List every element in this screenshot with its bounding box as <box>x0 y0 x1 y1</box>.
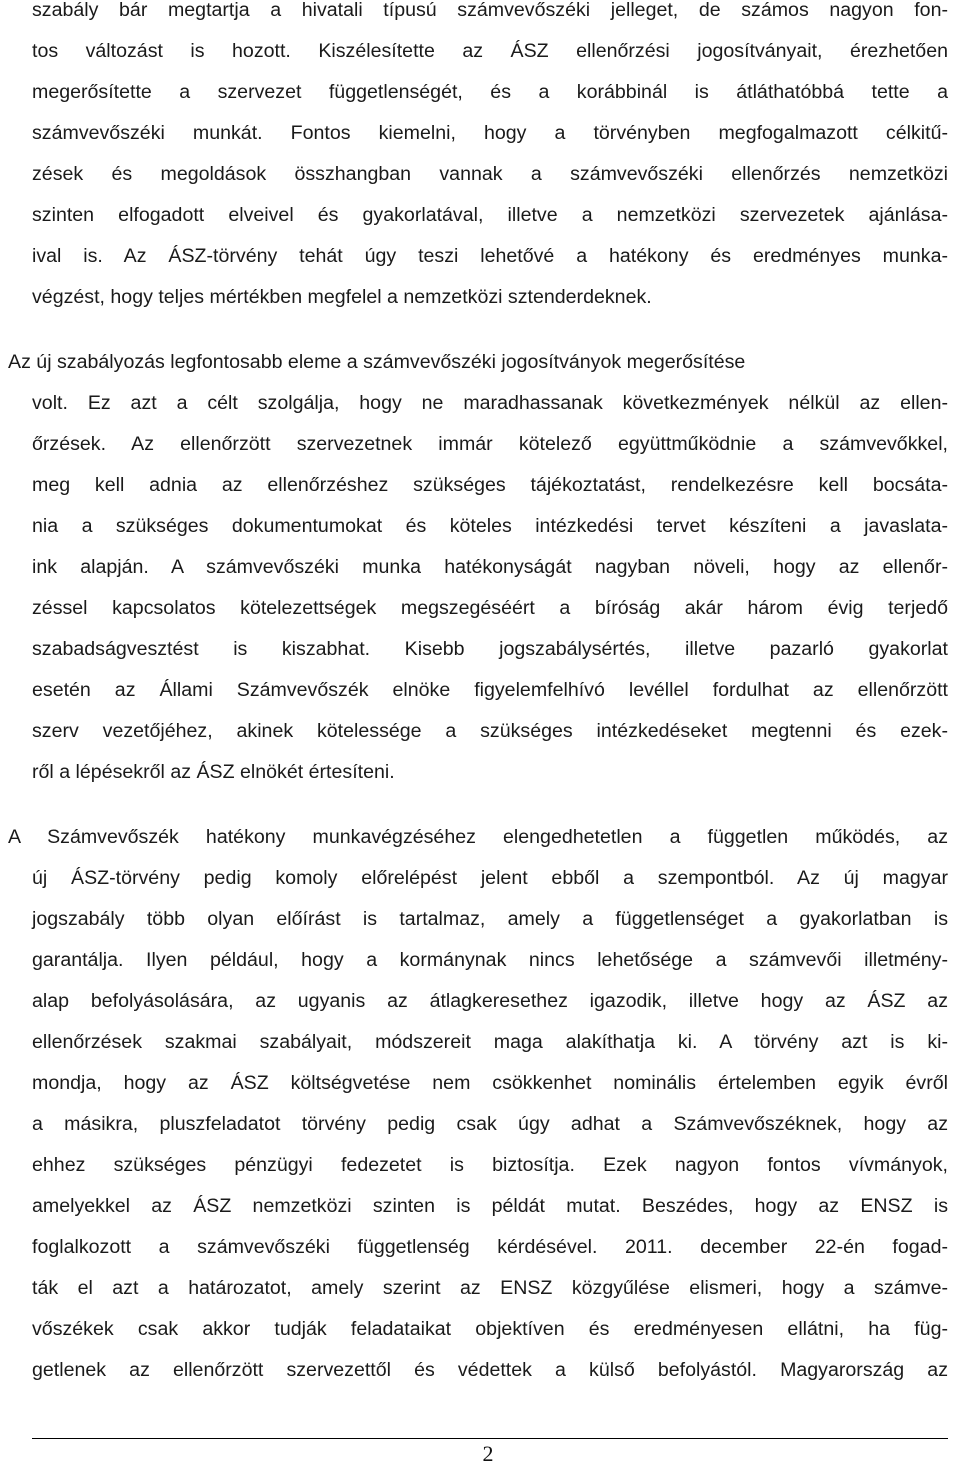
text-line: szinten elfogadott elveivel és gyakorlatával, illetve a nemzetközi szervezetek ajánlása- <box>32 204 948 226</box>
footer-divider <box>32 1438 948 1439</box>
text-line: zéssel kapcsolatos kötelezettségek megszegéséért a bíróság akár három évig terjedő <box>32 597 948 619</box>
text-line: getlenek az ellenőrzött szervezettől és védettek a külső befolyástól. Magyarország az <box>32 1359 948 1381</box>
text-line: szabály bár megtartja a hivatali típusú számvevőszéki jelleget, de számos nagyon fon- <box>32 0 948 21</box>
text-line: végzést, hogy teljes mértékben megfelel a nemzetközi sztenderdeknek. <box>32 286 652 308</box>
text-line: jogszabály több olyan előírást is tartalmaz, amely a függetlenséget a gyakorlatban is <box>32 908 948 930</box>
text-line: ről a lépésekről az ÁSZ elnökét értesíteni. <box>32 761 395 783</box>
text-line: számvevőszéki munkát. Fontos kiemelni, hogy a törvényben megfogalmazott célkitű- <box>32 122 948 144</box>
text-line: A Számvevőszék hatékony munkavégzéséhez elengedhetetlen a független működés, az <box>8 826 948 848</box>
text-line: szerv vezetőjéhez, akinek kötelessége a szükséges intézkedéseket megtenni és ezek- <box>32 720 948 742</box>
text-line: amelyekkel az ÁSZ nemzetközi szinten is példát mutat. Beszédes, hogy az ENSZ is <box>32 1195 948 1217</box>
text-line: ellenőrzések szakmai szabályait, módszereit maga alakíthatja ki. A törvény azt is ki- <box>32 1031 948 1053</box>
page-number: 2 <box>482 1441 494 1466</box>
text-line: őrzések. Az ellenőrzött szervezetnek immár kötelező együttműködnie a számvevőkkel, <box>32 433 948 455</box>
text-line: új ÁSZ-törvény pedig komoly előrelépést jelent ebből a szempontból. Az új magyar <box>32 867 948 889</box>
text-line: vőszékek csak akkor tudják feladataikat objektíven és eredményesen ellátni, ha füg- <box>32 1318 948 1340</box>
text-line: esetén az Állami Számvevőszék elnöke figyelemfelhívó levéllel fordulhat az ellenőrzött <box>32 679 948 701</box>
text-line: ehhez szükséges pénzügyi fedezetet is biztosítja. Ezek nagyon fontos vívmányok, <box>32 1154 948 1176</box>
text-line: meg kell adnia az ellenőrzéshez szükséges tájékoztatást, rendelkezésre kell bocsáta- <box>32 474 948 496</box>
text-line: a másikra, pluszfeladatot törvény pedig csak úgy adhat a Számvevőszéknek, hogy az <box>32 1113 948 1135</box>
text-line: volt. Ez azt a célt szolgálja, hogy ne maradhassanak következmények nélkül az ellen- <box>32 392 948 414</box>
text-line: alap befolyásolására, az ugyanis az átlagkeresethez igazodik, illetve hogy az ÁSZ az <box>32 990 948 1012</box>
text-line: ták el azt a határozatot, amely szerint az ENSZ közgyűlése elismeri, hogy a számve- <box>32 1277 948 1299</box>
text-line: foglalkozott a számvevőszéki függetlenség kérdésével. 2011. december 22-én fogad- <box>32 1236 948 1258</box>
text-line: ival is. Az ÁSZ-törvény tehát úgy teszi lehetővé a hatékony és eredményes munka- <box>32 245 948 267</box>
text-line: mondja, hogy az ÁSZ költségvetése nem csökkenhet nominális értelemben egyik évről <box>32 1072 948 1094</box>
text-line: ink alapján. A számvevőszéki munka hatékonyságát nagyban növeli, hogy az ellenőr- <box>32 556 948 578</box>
text-line: tos változást is hozott. Kiszélesítette az ÁSZ ellenőrzési jogosítványait, érezhetően <box>32 40 948 62</box>
text-line: szabadságvesztést is kiszabhat. Kisebb jogszabálysértés, illetve pazarló gyakorlat <box>32 638 948 660</box>
text-line: zések és megoldások összhangban vannak a számvevőszéki ellenőrzés nemzetközi <box>32 163 948 185</box>
text-line: garantálja. Ilyen például, hogy a kormánynak nincs lehetősége a számvevői illetmény- <box>32 949 948 971</box>
text-line: Az új szabályozás legfontosabb eleme a számvevőszéki jogosítványok megerősítése <box>8 351 746 373</box>
text-line: megerősítette a szervezet függetlenségét, és a korábbinál is átláthatóbbá tette a <box>32 81 948 103</box>
text-line: nia a szükséges dokumentumokat és köteles intézkedési tervet készíteni a javaslata- <box>32 515 948 537</box>
